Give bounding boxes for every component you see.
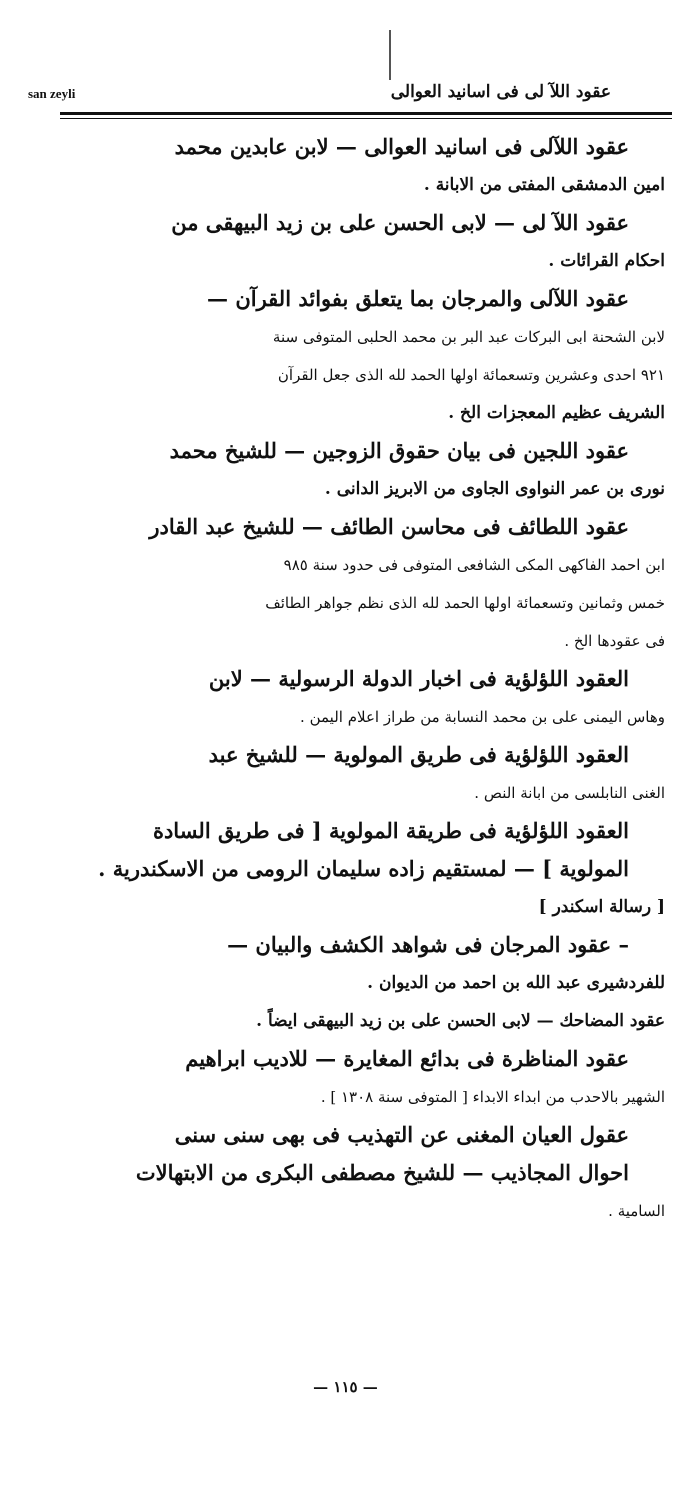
text-line: العقود اللؤلؤية فى طريق المولوية — للشيخ عبد — [208, 742, 629, 767]
text-line: الشريف عظيم المعجزات الخ . — [448, 403, 665, 423]
running-head-right: عقود اللآ لى فى اسانيد العوالى — [390, 82, 611, 102]
text-line: الشهير بالاحدب من ابداء الابداء [ المتوفى سنة ١٣٠٨ ] . — [320, 1088, 665, 1106]
header-rule-thin — [60, 118, 672, 119]
text-line: نورى بن عمر النواوى الجاوى من الابريز الدانى . — [324, 479, 665, 499]
text-line: عقول العيان المغنى عن التهذيب فى بهى سنى سنى — [174, 1122, 629, 1147]
page-number: — ١١٥ — — [313, 1378, 378, 1396]
text-body — [68, 128, 665, 1230]
text-line: عقود المضاحك — لابى الحسن على بن زيد البيهقى ايضاً . — [256, 1011, 665, 1031]
text-line: العقود اللؤلؤية فى طريقة المولوية [ فى طريق السادة — [152, 818, 629, 843]
text-line: [ رسالة اسكندر ] — [538, 897, 665, 917]
text-line: عقود اللجين فى بيان حقوق الزوجين — للشيخ محمد — [169, 438, 629, 463]
running-head-left: san zeyli — [28, 86, 76, 101]
fold-mark — [389, 30, 391, 80]
text-line: عقود اللآلى فى اسانيد العوالى — لابن عابدين محمد — [174, 134, 629, 159]
text-line: عقود المناظرة فى بدائع المغايرة — للاديب ابراهيم — [185, 1046, 629, 1071]
text-line: وهاس اليمنى على بن محمد النسابة من طراز اعلام اليمن . — [300, 708, 665, 726]
header-rule-thick — [60, 112, 672, 115]
text-line: لابن الشحنة ابى البركات عبد البر بن محمد الحلبى المتوفى سنة — [272, 328, 665, 346]
text-line: العقود اللؤلؤية فى اخبار الدولة الرسولية — لابن — [208, 666, 629, 691]
text-line: ٩٢١ احدى وعشرين وتسعمائة اولها الحمد لله الذى جعل القرآن — [277, 366, 665, 384]
text-line: السامية . — [608, 1202, 665, 1220]
text-line: احوال المجاذيب — للشيخ مصطفى البكرى من الابتهالات — [135, 1160, 629, 1185]
text-line: عقود اللآلى والمرجان بما يتعلق بفوائد القرآن — — [207, 286, 629, 311]
text-line: الغنى النابلسى من ابانة النص . — [474, 784, 665, 802]
text-line: خمس وثمانين وتسعمائة اولها الحمد لله الذى نظم جواهر الطائف — [265, 594, 665, 612]
text-line: ابن احمد الفاكهى المكى الشافعى المتوفى فى حدود سنة ٩٨٥ — [283, 556, 665, 574]
text-line: عقود اللطائف فى محاسن الطائف — للشيخ عبد القادر — [149, 514, 629, 539]
text-line: عقود اللآ لى — لابى الحسن على بن زيد البيهقى من — [171, 210, 629, 235]
text-line: للفردشيرى عبد الله بن احمد من الديوان . — [367, 973, 665, 993]
text-line: فى عقودها الخ . — [564, 632, 665, 650]
text-line: امين الدمشقى المفتى من الابانة . — [423, 175, 665, 195]
text-line: المولوية ] — لمستقيم زاده سليمان الرومى من الاسكندرية . — [98, 856, 629, 881]
text-line: – عقود المرجان فى شواهد الكشف والبيان — — [227, 932, 629, 957]
text-line: احكام القرائات . — [548, 251, 665, 271]
